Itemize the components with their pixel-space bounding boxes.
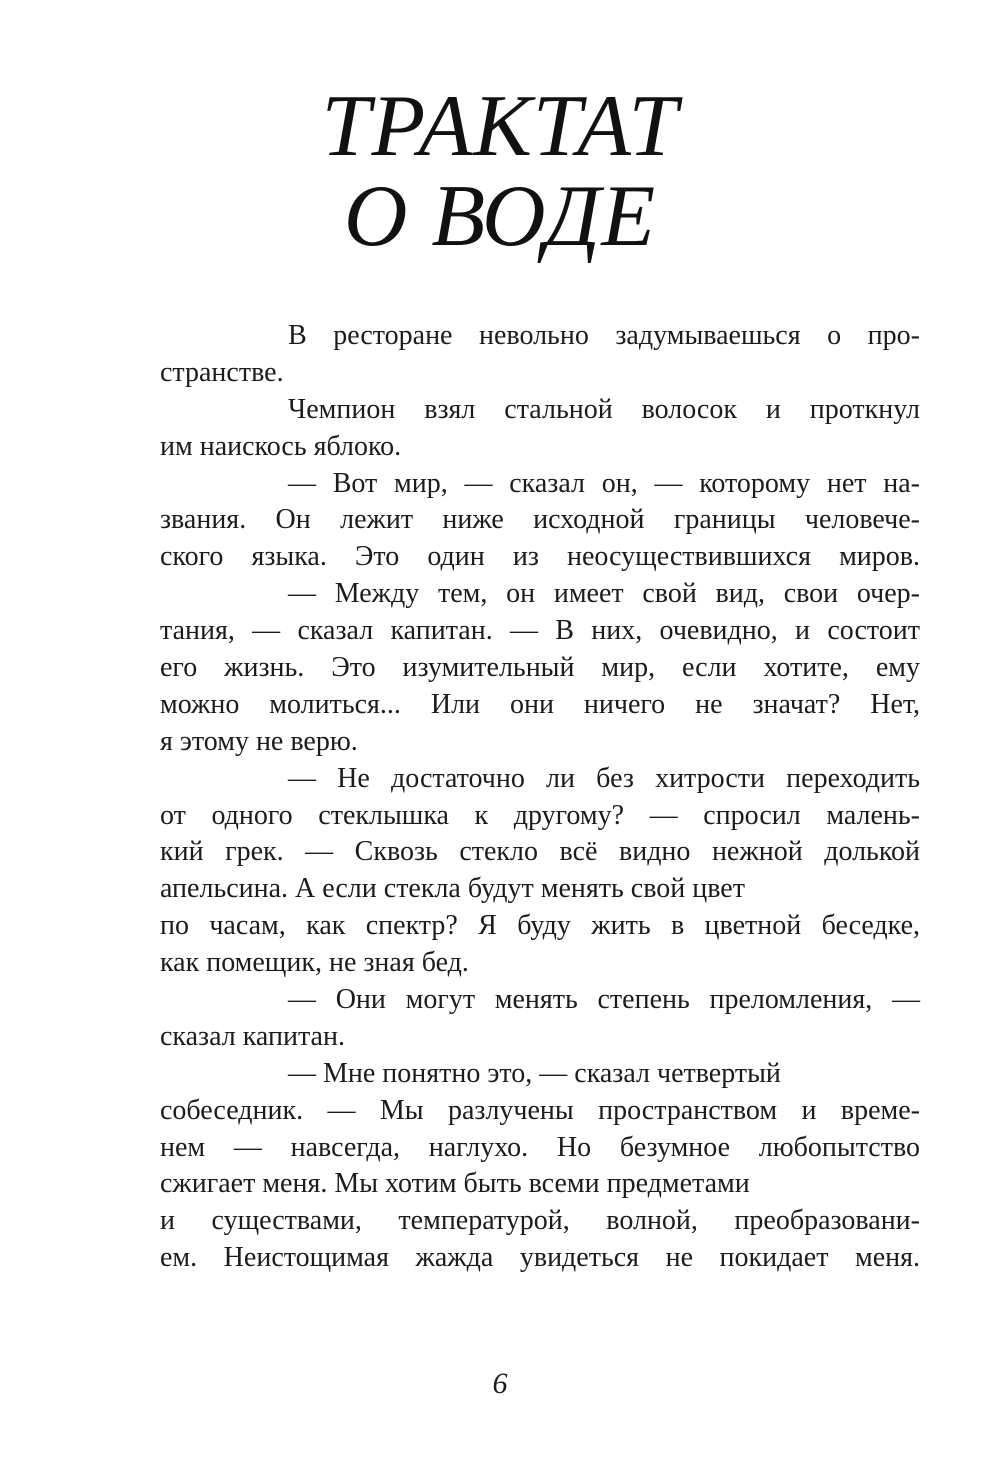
body-text [160, 318, 920, 1277]
chapter-title [0, 78, 1000, 265]
page-number: 6 [492, 1367, 508, 1400]
text-line: кий грек. — Сквозь стекло всё видно нежной долькой [160, 836, 920, 868]
text-line: сказал капитан. [160, 1020, 345, 1052]
text-line: можно молиться... Или они ничего не значат? Нет, [160, 688, 920, 720]
text-line: и существами, температурой, волной, преобразовани- [160, 1205, 920, 1237]
text-line: странстве. [160, 356, 284, 388]
text-line: В ресторане невольно задумываешься о про- [288, 320, 920, 351]
text-line: апельсина. А если стекла будут менять свой цвет [160, 873, 745, 905]
text-line: звания. Он лежит ниже исходной границы человече- [160, 504, 920, 536]
text-line: Чемпион взял стальной волосок и проткнул [288, 393, 920, 425]
text-line: — Они могут менять степень преломления, — [288, 984, 920, 1016]
text-line: — Не достаточно ли без хитрости переходить [288, 762, 920, 794]
text-line: ем. Неистощимая жажда увидеться не покидает меня. [160, 1242, 920, 1274]
chapter-title-line-2: О ВОДЕ [343, 168, 657, 265]
text-line: им наискось яблоко. [160, 430, 402, 462]
text-line: я этому не верю. [160, 725, 358, 757]
text-line: от одного стеклышка к другому? — спросил малень- [160, 799, 920, 831]
text-line: по часам, как спектр? Я буду жить в цветной беседке, [160, 910, 920, 942]
chapter-title-line-1: ТРАКТАТ [321, 78, 679, 175]
text-line: тания, — сказал капитан. — В них, очевидно, и состоит [160, 615, 920, 647]
text-line: ского языка. Это один из неосуществившихся миров. [160, 541, 920, 573]
text-line: — Вот мир, — сказал он, — которому нет на- [288, 467, 920, 499]
text-line: как помещик, не зная бед. [160, 947, 469, 979]
text-line: собеседник. — Мы разлучены пространством и време- [160, 1094, 920, 1126]
text-line: сжигает меня. Мы хотим быть всеми предметами [160, 1168, 750, 1200]
text-line: его жизнь. Это изумительный мир, если хотите, ему [160, 652, 920, 684]
text-line: — Между тем, он имеет свой вид, свои очер- [288, 578, 920, 610]
text-line: — Мне понятно это, — сказал четвертый [288, 1057, 781, 1089]
text-line: нем — навсегда, наглухо. Но безумное любопытство [160, 1131, 920, 1163]
